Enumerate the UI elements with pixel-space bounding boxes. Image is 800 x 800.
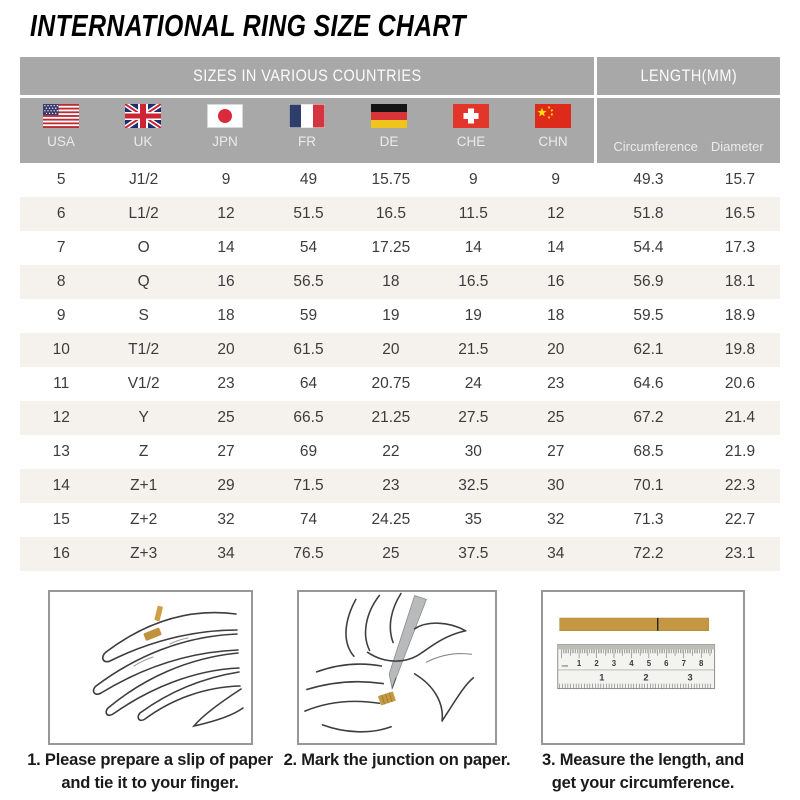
jpn-flag-icon: [207, 104, 243, 128]
svg-text:2: 2: [643, 672, 649, 683]
svg-text:4: 4: [629, 659, 634, 669]
svg-text:3: 3: [611, 659, 617, 669]
hand-with-paper-strip-icon: [50, 592, 251, 743]
table-row: [20, 163, 780, 197]
table-cell: Z+2: [130, 511, 158, 528]
table-cell: 23.1: [724, 545, 756, 562]
step-2-caption-line1: 2. Mark the junction on paper.: [283, 751, 511, 769]
length-columns: [597, 98, 780, 163]
table-cell: O: [137, 239, 150, 256]
country-column-usa: [20, 98, 102, 163]
table-cell: 8: [56, 273, 66, 290]
table-cell: 70.1: [633, 477, 664, 494]
table-cell: 6: [56, 205, 66, 222]
step-1-caption-line2: and tie it to your finger.: [61, 773, 239, 792]
table-cell: 30: [464, 443, 482, 460]
table-cell: Z+1: [130, 477, 158, 494]
table-cell: 27: [547, 443, 565, 460]
table-row: [20, 265, 780, 299]
svg-text:1: 1: [599, 672, 605, 683]
fr-flag-icon: [289, 104, 325, 128]
table-cell: 21.4: [724, 409, 756, 426]
table-cell: 20.75: [371, 375, 411, 392]
svg-text:8: 8: [699, 659, 704, 669]
step-1-illustration-box: [48, 590, 253, 745]
country-column-uk: [102, 98, 184, 163]
table-cell: 66.5: [293, 409, 324, 426]
table-cell: 68.5: [633, 443, 664, 460]
marking-junction-with-pen-icon: [299, 592, 495, 743]
table-cell: 9: [221, 171, 231, 188]
table-cell: 27.5: [458, 409, 489, 426]
table-cell: 62.1: [633, 341, 664, 358]
table-cell: 20: [217, 341, 235, 358]
table-cell: 69: [299, 443, 318, 460]
table-cell: 29: [217, 477, 235, 494]
table-cell: 9: [469, 171, 478, 188]
svg-text:1: 1: [576, 659, 582, 669]
table-cell: 20.6: [724, 375, 756, 392]
svg-text:7: 7: [681, 659, 686, 669]
svg-text:mm: mm: [561, 663, 569, 669]
table-cell: 24.25: [371, 511, 411, 528]
table-cell: 51.5: [293, 205, 324, 222]
country-code-label: UK: [133, 134, 153, 149]
table-cell: 49: [299, 171, 318, 188]
country-code-label: CHN: [538, 134, 568, 149]
step-3-caption-line1: 3. Measure the length, and: [541, 751, 744, 769]
country-column-de: [348, 98, 430, 163]
table-cell: 10: [52, 341, 70, 358]
step-2-caption: [257, 749, 537, 772]
country-code-label: JPN: [212, 134, 238, 149]
table-cell: 16: [52, 545, 70, 562]
table-cell: 9: [56, 307, 66, 324]
table-cell: 12: [547, 205, 565, 222]
step-3-illustration-box: [541, 590, 745, 745]
table-row: [20, 333, 780, 367]
country-code-label: CHE: [456, 134, 486, 149]
circumference-column-label: Circumference: [613, 139, 698, 154]
table-cell: 54.4: [633, 239, 664, 256]
table-cell: 21.5: [458, 341, 489, 358]
table-cell: 18: [217, 307, 235, 324]
table-row: [20, 503, 780, 537]
table-cell: 59.5: [633, 307, 664, 324]
table-cell: J1/2: [128, 171, 159, 188]
table-cell: 34: [217, 545, 235, 562]
country-column-chn: [512, 98, 594, 163]
table-cell: 37.5: [458, 545, 489, 562]
table-cell: 21.9: [724, 443, 756, 460]
table-body: [20, 163, 780, 571]
step-1-caption-line1: 1. Please prepare a slip of paper: [27, 751, 273, 769]
table-cell: 14: [52, 477, 70, 494]
table-cell: 74: [299, 511, 318, 528]
table-cell: 23: [382, 477, 400, 494]
chn-flag-icon: [535, 104, 571, 128]
table-row: [20, 469, 780, 503]
table-cell: 71.5: [293, 477, 324, 494]
sizes-group-label: SIZES IN VARIOUS COUNTRIES: [192, 66, 422, 85]
country-columns: [20, 98, 597, 163]
table-cell: Z: [138, 443, 149, 460]
table-cell: 56.9: [633, 273, 664, 290]
svg-text:2: 2: [594, 659, 599, 669]
usa-flag-icon: [43, 104, 79, 128]
country-column-fr: [266, 98, 348, 163]
table-row: [20, 231, 780, 265]
table-cell: 71.3: [633, 511, 664, 528]
uk-flag-icon: [125, 104, 161, 128]
table-cell: 32: [217, 511, 235, 528]
table-cell: 61.5: [293, 341, 324, 358]
table-cell: 16.5: [375, 205, 406, 222]
table-cell: 34: [547, 545, 565, 562]
table-column-header: [20, 98, 780, 163]
table-row: [20, 537, 780, 571]
table-cell: 21.25: [371, 409, 411, 426]
table-cell: 56.5: [293, 273, 324, 290]
table-cell: L1/2: [128, 205, 159, 222]
table-cell: 14: [547, 239, 565, 256]
ruler-measuring-strip-icon: [543, 592, 743, 743]
table-cell: 18: [547, 307, 565, 324]
country-code-label: FR: [298, 134, 316, 149]
country-code-label: DE: [379, 134, 399, 149]
table-cell: 67.2: [633, 409, 664, 426]
table-cell: 16: [547, 273, 565, 290]
table-cell: 27: [217, 443, 235, 460]
table-row: [20, 401, 780, 435]
table-cell: S: [138, 307, 149, 324]
table-cell: 25: [217, 409, 235, 426]
table-cell: 23: [547, 375, 565, 392]
table-cell: 13: [52, 443, 70, 460]
table-cell: 19.8: [724, 341, 756, 358]
table-cell: 16.5: [724, 205, 756, 222]
length-group-header: [597, 57, 780, 95]
step-1-caption: [10, 749, 290, 795]
table-cell: 59: [299, 307, 318, 324]
table-cell: 18: [382, 273, 400, 290]
step-3-caption-line2: get your circumference.: [551, 773, 735, 792]
table-cell: 14: [217, 239, 235, 256]
table-cell: 23: [217, 375, 235, 392]
ring-size-table: [20, 57, 780, 571]
svg-text:3: 3: [687, 672, 693, 683]
diameter-column-label: Diameter: [710, 139, 764, 154]
table-cell: 54: [299, 239, 318, 256]
table-cell: 64: [299, 375, 318, 392]
table-cell: 64.6: [633, 375, 664, 392]
svg-text:5: 5: [646, 659, 652, 669]
table-cell: 15.7: [724, 171, 756, 188]
table-cell: 12: [52, 409, 70, 426]
table-cell: 17.3: [724, 239, 756, 256]
table-cell: 9: [551, 171, 561, 188]
table-cell: 25: [382, 545, 400, 562]
table-cell: 11: [53, 375, 70, 392]
table-cell: T1/2: [128, 341, 160, 358]
table-cell: 19: [382, 307, 400, 324]
length-group-label: LENGTH(MM): [640, 66, 737, 85]
table-cell: 30: [547, 477, 565, 494]
table-cell: 22.3: [724, 477, 756, 494]
table-cell: 49.3: [633, 171, 664, 188]
country-column-che: [430, 98, 512, 163]
table-cell: 22.7: [724, 511, 756, 528]
table-cell: 5: [56, 171, 66, 188]
step-2-illustration-box: [297, 590, 497, 745]
table-cell: 32: [547, 511, 565, 528]
table-cell: 35: [464, 511, 482, 528]
table-cell: 16.5: [458, 273, 489, 290]
sizes-group-header: [20, 57, 597, 95]
table-cell: Y: [138, 409, 149, 426]
table-cell: 18.9: [724, 307, 756, 324]
table-cell: 32.5: [458, 477, 489, 494]
table-cell: 22: [382, 443, 400, 460]
table-cell: 24: [464, 375, 482, 392]
table-cell: V1/2: [127, 375, 160, 392]
table-row: [20, 435, 780, 469]
country-column-jpn: [184, 98, 266, 163]
table-cell: 20: [547, 341, 565, 358]
table-cell: 20: [382, 341, 400, 358]
che-flag-icon: [453, 104, 489, 128]
de-flag-icon: [371, 104, 407, 128]
table-cell: 11.5: [458, 205, 488, 222]
table-cell: 76.5: [293, 545, 324, 562]
table-cell: 16: [217, 273, 235, 290]
table-cell: 25: [547, 409, 565, 426]
step-3-caption: [503, 749, 783, 795]
table-cell: Z+3: [130, 545, 158, 562]
page-title: INTERNATIONAL RING SIZE CHART: [30, 8, 466, 43]
table-cell: 51.8: [633, 205, 664, 222]
table-row: [20, 299, 780, 333]
table-cell: 19: [464, 307, 482, 324]
table-cell: 18.1: [724, 273, 756, 290]
table-cell: 15.75: [371, 171, 411, 188]
table-row: [20, 367, 780, 401]
table-cell: 12: [217, 205, 235, 222]
table-cell: Q: [137, 273, 150, 290]
table-row: [20, 197, 780, 231]
country-code-label: USA: [47, 134, 75, 149]
table-cell: 72.2: [633, 545, 664, 562]
table-cell: 17.25: [371, 239, 411, 256]
table-cell: 7: [56, 239, 66, 256]
table-group-header: [20, 57, 780, 98]
table-cell: 15: [52, 511, 70, 528]
table-cell: 14: [464, 239, 482, 256]
svg-text:6: 6: [664, 659, 669, 669]
